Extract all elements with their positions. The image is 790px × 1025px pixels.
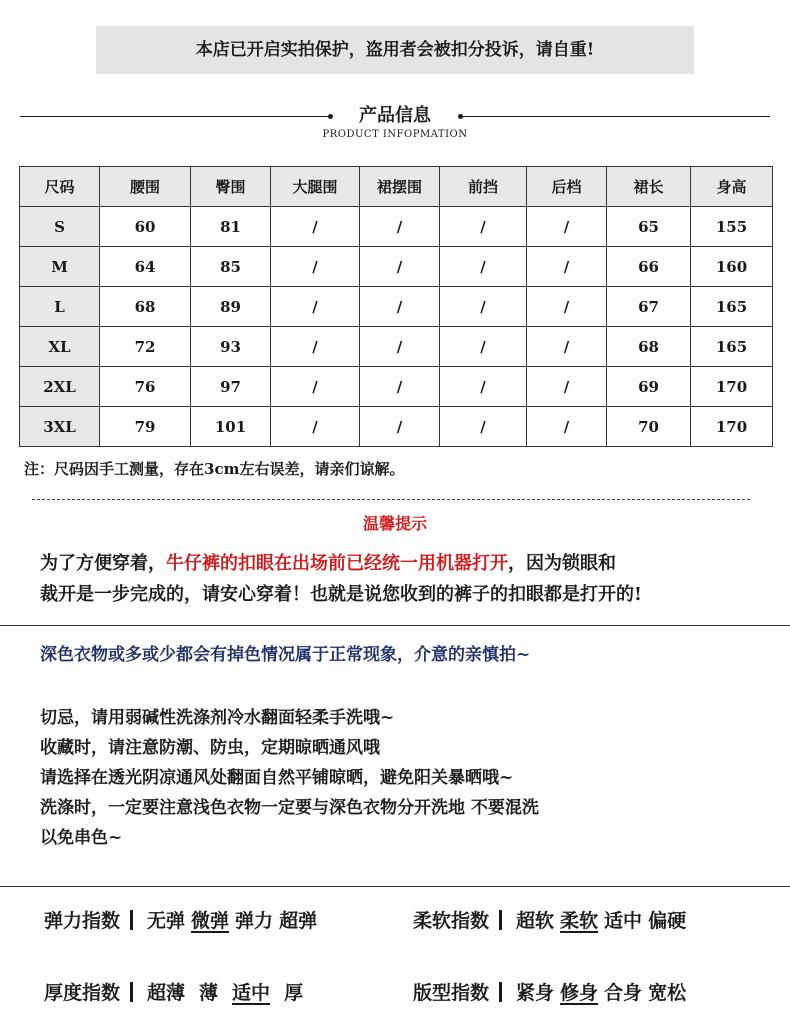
table-cell: 155 <box>691 207 773 247</box>
table-cell: 65 <box>607 207 691 247</box>
table-cell: / <box>527 367 607 407</box>
table-cell: / <box>527 247 607 287</box>
care-line: 收藏时，请注意防潮、防虫，定期晾晒通风哦 <box>40 738 380 758</box>
index-option: 超弹 <box>279 910 318 932</box>
size-cell: XL <box>20 327 100 367</box>
index-option: 宽松 <box>648 982 687 1004</box>
measurement-note: 注：尺码因手工测量，存在3cm左右误差，请亲们谅解。 <box>24 460 405 478</box>
table-cell: / <box>360 247 440 287</box>
index-row-1 <box>0 901 790 941</box>
care-line: 切忌，请用弱碱性洗涤剂冷水翻面轻柔手洗哦~ <box>40 708 395 728</box>
table-cell: / <box>360 327 440 367</box>
table-cell: / <box>440 407 527 447</box>
dark-color-note: 深色衣物或多或少都会有掉色情况属于正常现象，介意的亲慎拍~ <box>40 645 531 665</box>
table-cell: 93 <box>191 327 271 367</box>
table-cell: / <box>527 207 607 247</box>
table-cell: 68 <box>607 327 691 367</box>
care-line: 请选择在透光阴凉通风处翻面自然平铺晾晒，避免阳关暴晒哦~ <box>40 768 514 788</box>
table-cell: / <box>271 407 360 447</box>
index-option: 适中 <box>604 910 643 932</box>
tips-line-1 <box>40 548 760 579</box>
table-cell: 67 <box>607 287 691 327</box>
size-cell: M <box>20 247 100 287</box>
header-cell: 尺码 <box>20 167 100 207</box>
table-cell: 170 <box>691 367 773 407</box>
thickness-index <box>44 973 309 1013</box>
tips-highlight: 牛仔裤的扣眼在出场前已经统一用机器打开 <box>166 553 508 574</box>
table-cell: / <box>440 367 527 407</box>
header-cell: 臀围 <box>191 167 271 207</box>
index-option: 合身 <box>604 982 643 1004</box>
table-cell: / <box>440 287 527 327</box>
table-row <box>20 367 773 407</box>
table-cell: 165 <box>691 287 773 327</box>
table-cell: / <box>440 327 527 367</box>
index-label: 版型指数 <box>413 982 490 1004</box>
table-row <box>20 247 773 287</box>
table-cell: 101 <box>191 407 271 447</box>
softness-index <box>413 901 692 941</box>
section-subtitle: PRODUCT INFOPMATION <box>322 129 468 140</box>
care-line: 洗涤时，一定要注意浅色衣物一定要与深色衣物分开洗地 不要混洗 <box>40 798 539 818</box>
index-label: 柔软指数 <box>413 910 490 932</box>
index-option: 超薄 <box>147 982 186 1004</box>
table-cell: 81 <box>191 207 271 247</box>
table-cell: 72 <box>100 327 191 367</box>
table-cell: / <box>271 287 360 327</box>
table-cell: / <box>440 247 527 287</box>
tips-text: 为了方便穿着， <box>40 553 166 574</box>
care-line: 以免串色~ <box>40 828 123 848</box>
table-cell: 89 <box>191 287 271 327</box>
table-cell: 97 <box>191 367 271 407</box>
size-table-header-row <box>20 167 773 207</box>
table-cell: 66 <box>607 247 691 287</box>
index-separator <box>130 982 133 1002</box>
header-cell: 腰围 <box>100 167 191 207</box>
table-cell: / <box>271 327 360 367</box>
table-cell: / <box>360 367 440 407</box>
index-row-2 <box>0 973 790 1013</box>
table-cell: 69 <box>607 367 691 407</box>
header-cell: 裙长 <box>607 167 691 207</box>
heading-rule-right <box>460 116 770 117</box>
index-option: 紧身 <box>516 982 555 1004</box>
table-cell: 76 <box>100 367 191 407</box>
index-separator <box>130 910 133 930</box>
index-option-selected: 适中 <box>232 982 271 1004</box>
table-cell: 68 <box>100 287 191 327</box>
fit-index <box>413 973 692 1013</box>
tips-title: 温馨提示 <box>362 514 427 533</box>
table-cell: / <box>271 247 360 287</box>
table-cell: / <box>527 407 607 447</box>
elasticity-index <box>44 901 323 941</box>
index-option: 超软 <box>516 910 555 932</box>
table-cell: 160 <box>691 247 773 287</box>
table-row <box>20 327 773 367</box>
size-cell: 3XL <box>20 407 100 447</box>
header-cell: 裙摆围 <box>360 167 440 207</box>
size-cell: 2XL <box>20 367 100 407</box>
table-cell: 60 <box>100 207 191 247</box>
size-table <box>19 166 773 447</box>
section-title: 产品信息 <box>359 105 431 126</box>
tips-text: ，因为锁眼和 <box>508 553 616 574</box>
table-cell: / <box>527 327 607 367</box>
table-cell: / <box>360 287 440 327</box>
header-cell: 前挡 <box>440 167 527 207</box>
table-cell: 70 <box>607 407 691 447</box>
header-cell: 身高 <box>691 167 773 207</box>
header-cell: 大腿围 <box>271 167 360 207</box>
index-option-selected: 微弹 <box>191 910 230 932</box>
table-cell: / <box>527 287 607 327</box>
index-option-selected: 柔软 <box>560 910 599 932</box>
size-cell: L <box>20 287 100 327</box>
index-option: 薄 <box>199 982 219 1004</box>
product-info-heading <box>0 102 790 142</box>
table-cell: / <box>271 367 360 407</box>
table-cell: 165 <box>691 327 773 367</box>
table-cell: / <box>271 207 360 247</box>
table-row <box>20 407 773 447</box>
table-row <box>20 207 773 247</box>
index-separator <box>499 982 502 1002</box>
index-option: 偏硬 <box>648 910 687 932</box>
protection-banner: 本店已开启实拍保护，盗用者会被扣分投诉，请自重! <box>96 26 694 74</box>
table-cell: 170 <box>691 407 773 447</box>
dashed-divider <box>32 499 750 500</box>
care-instructions <box>40 703 760 853</box>
header-cell: 后档 <box>527 167 607 207</box>
section-divider <box>0 625 790 626</box>
table-cell: 85 <box>191 247 271 287</box>
index-option: 无弹 <box>147 910 186 932</box>
index-option-selected: 修身 <box>560 982 599 1004</box>
index-label: 弹力指数 <box>44 910 121 932</box>
table-cell: 79 <box>100 407 191 447</box>
tips-body <box>40 548 760 610</box>
index-separator <box>499 910 502 930</box>
table-row <box>20 287 773 327</box>
tips-line-2: 裁开是一步完成的，请安心穿着！也就是说您收到的裤子的扣眼都是打开的! <box>40 584 642 605</box>
section-divider <box>0 886 790 887</box>
index-option: 弹力 <box>235 910 274 932</box>
index-option: 厚 <box>284 982 304 1004</box>
table-cell: / <box>360 207 440 247</box>
table-cell: / <box>440 207 527 247</box>
index-label: 厚度指数 <box>44 982 121 1004</box>
table-cell: / <box>360 407 440 447</box>
size-cell: S <box>20 207 100 247</box>
table-cell: 64 <box>100 247 191 287</box>
